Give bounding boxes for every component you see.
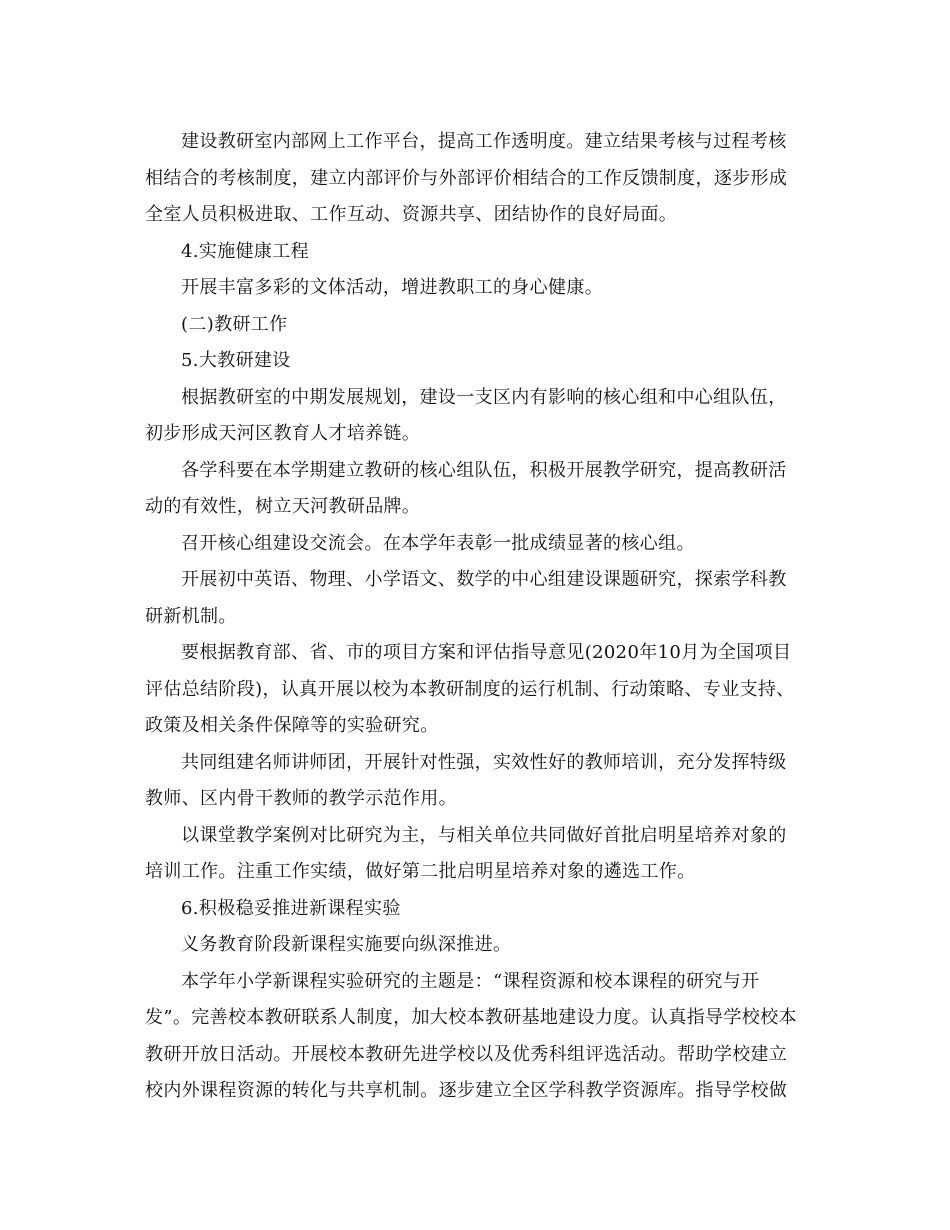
text-line: (二)教研工作 bbox=[181, 313, 288, 335]
text-line: 召开核心组建设交流会。在本学年表彰一批成绩显著的核心组。 bbox=[181, 532, 695, 554]
text-line: 培训工作。注重工作实绩，做好第二批启明星培养对象的遴选工作。 bbox=[145, 861, 696, 882]
text-line: 评估总结阶段)，认真开展以校为本教研制度的运行机制、行动策略、专业支持、 bbox=[145, 678, 795, 700]
text-line: 义务教育阶段新课程实施要向纵深推进。 bbox=[181, 934, 512, 955]
text-line: 教研开放日活动。开展校本教研先进学校以及优秀科组评选活动。帮助学校建立 bbox=[145, 1043, 788, 1065]
text-line: 建设教研室内部网上工作平台，提高工作透明度。建立结果考核与过程考核 bbox=[181, 131, 787, 152]
text-line: 4.实施健康工程 bbox=[181, 240, 309, 262]
text-line: 相结合的考核制度，建立内部评价与外部评价相结合的工作反馈制度，逐步形成 bbox=[145, 167, 788, 189]
text-line: 初步形成天河区教育人才培养链。 bbox=[145, 423, 421, 444]
text-line: 以课堂教学案例对比研究为主，与相关单位共同做好首批启明星培养对象的 bbox=[181, 824, 787, 846]
text-line: 开展丰富多彩的文体活动，增进教职工的身心健康。 bbox=[181, 277, 604, 298]
text-line: 开展初中英语、物理、小学语文、数学的中心组建设课题研究，探索学科教 bbox=[181, 569, 787, 590]
text-line: 共同组建名师讲师团，开展针对性强，实效性好的教师培训，充分发挥特级 bbox=[181, 751, 787, 773]
document-body bbox=[145, 124, 810, 1110]
text-line: 各学科要在本学期建立教研的核心组队伍，积极开展教学研究，提高教研活 bbox=[181, 459, 787, 481]
text-line: 5.大教研建设 bbox=[181, 350, 291, 371]
text-line: 政策及相关条件保障等的实验研究。 bbox=[145, 715, 439, 736]
text-line: 6.积极稳妥推进新课程实验 bbox=[181, 897, 401, 919]
text-line: 要根据教育部、省、市的项目方案和评估指导意见(2020年10月为全国项目 bbox=[181, 642, 792, 663]
text-line: 校内外课程资源的转化与共享机制。逐步建立全区学科教学资源库。指导学校做 bbox=[145, 1080, 788, 1101]
text-line: 根据教研室的中期发展规划，建设一支区内有影响的核心组和中心组队伍， bbox=[181, 386, 787, 408]
text-line: 本学年小学新课程实验研究的主题是：“课程资源和校本课程的研究与开 bbox=[181, 970, 760, 992]
text-line: 研新机制。 bbox=[145, 605, 237, 627]
text-line: 发”。完善校本教研联系人制度，加大校本教研基地建设力度。认真指导学校校本 bbox=[145, 1007, 797, 1028]
text-line: 全室人员积极进取、工作互动、资源共享、团结协作的良好局面。 bbox=[145, 204, 678, 225]
text-line: 动的有效性，树立天河教研品牌。 bbox=[145, 496, 421, 517]
text-line: 教师、区内骨干教师的教学示范作用。 bbox=[145, 788, 457, 809]
